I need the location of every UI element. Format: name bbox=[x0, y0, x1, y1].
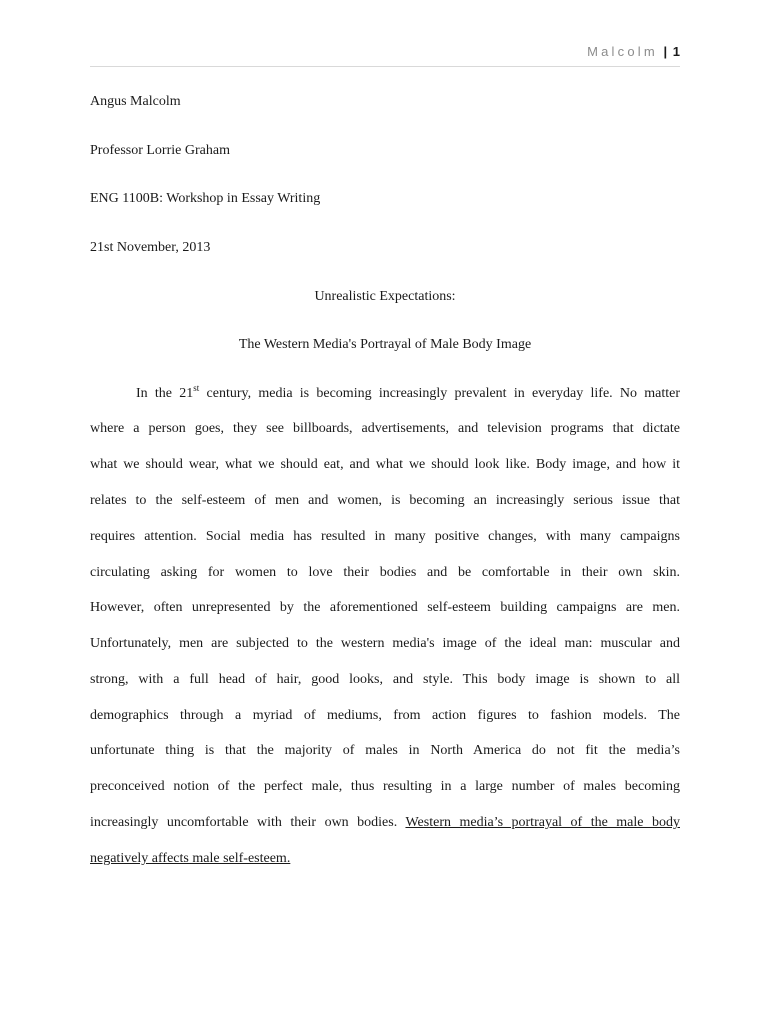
paragraph-line bbox=[90, 850, 680, 868]
header-separator: | bbox=[663, 44, 668, 59]
ordinal-suffix: st bbox=[193, 383, 200, 393]
paragraph-text: increasingly uncomfortable with their own bodies. bbox=[90, 815, 406, 830]
paragraph-line: strong, with a full head of hair, good looks, and style. This body image is shown to all bbox=[90, 672, 680, 687]
course-name: ENG 1100B: Workshop in Essay Writing bbox=[90, 191, 321, 206]
thesis-statement: negatively affects male self-esteem. bbox=[90, 851, 291, 866]
header-page-number: 1 bbox=[672, 44, 680, 59]
author-name: Angus Malcolm bbox=[90, 94, 181, 109]
paragraph-line bbox=[90, 814, 680, 832]
paragraph-line: relates to the self-esteem of men and women, is becoming an increasingly serious issue that bbox=[90, 493, 680, 508]
paragraph-text: In the 21 bbox=[136, 386, 194, 401]
essay-title: Unrealistic Expectations: bbox=[314, 289, 456, 304]
paragraph-line: However, often unrepresented by the aforementioned self-esteem building campaigns are men. bbox=[90, 600, 680, 615]
paragraph-line: Unfortunately, men are subjected to the western media's image of the ideal man: muscular and bbox=[90, 636, 680, 651]
paragraph-line: preconceived notion of the perfect male, thus resulting in a large number of males becoming bbox=[90, 779, 680, 794]
essay-date: 21st November, 2013 bbox=[90, 240, 211, 255]
paragraph-line: circulating asking for women to love their bodies and be comfortable in their own skin. bbox=[90, 565, 680, 580]
essay-subtitle: The Western Media's Portrayal of Male Body Image bbox=[238, 337, 532, 352]
professor-name: Professor Lorrie Graham bbox=[90, 143, 230, 158]
paragraph-line: what we should wear, what we should eat, and what we should look like. Body image, and how it bbox=[90, 457, 680, 472]
paragraph-line: demographics through a myriad of mediums, from action figures to fashion models. The bbox=[90, 708, 680, 723]
thesis-statement: Western media’s portrayal of the male body bbox=[405, 815, 680, 830]
paragraph-text: century, media is becoming increasingly prevalent in everyday life. No matter bbox=[199, 386, 681, 401]
paragraph-line: where a person goes, they see billboards, advertisements, and television programs that dictate bbox=[90, 421, 680, 436]
paragraph-line: unfortunate thing is that the majority of males in North America do not fit the media’s bbox=[90, 743, 680, 758]
paragraph-line bbox=[90, 385, 680, 403]
page-header bbox=[90, 44, 680, 67]
header-author-name: Malcolm bbox=[587, 44, 658, 59]
paragraph-line: requires attention. Social media has resulted in many positive changes, with many campaigns bbox=[90, 529, 680, 544]
